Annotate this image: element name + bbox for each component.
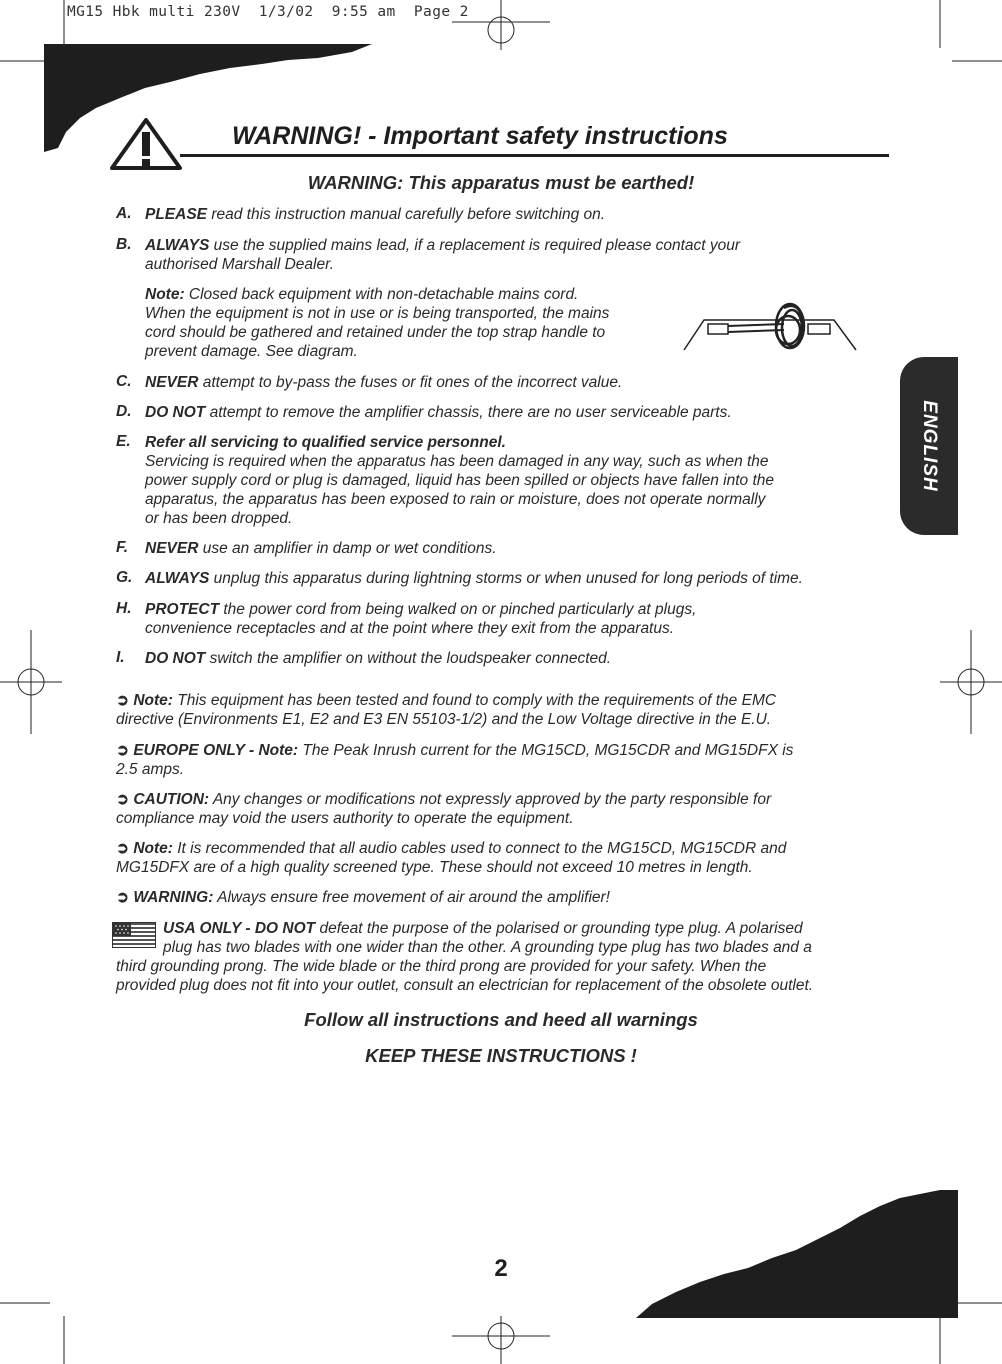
page-title: WARNING! - Important safety instructions bbox=[232, 122, 728, 150]
note bbox=[116, 888, 886, 907]
usa-text: defeat the purpose of the polarised or grounding type plug. A polarised bbox=[319, 920, 803, 937]
note-text: 2.5 amps. bbox=[116, 761, 185, 778]
item-text: attempt to remove the amplifier chassis, there are no user serviceable parts. bbox=[209, 404, 732, 421]
usa-text: third grounding prong. The wide blade or the third prong are provided for your safety. When the bbox=[116, 958, 767, 975]
note-text: compliance may void the users authority to operate the equipment. bbox=[116, 810, 574, 827]
item-key: PROTECT bbox=[145, 601, 220, 618]
page-number: 2 bbox=[494, 1255, 508, 1282]
cord-note-text: prevent damage. See diagram. bbox=[145, 343, 358, 360]
arrow-icon: ➲ bbox=[116, 889, 129, 906]
arrow-icon: ➲ bbox=[116, 791, 129, 808]
note-text: The Peak Inrush current for the MG15CD, MG15CDR and MG15DFX is bbox=[302, 742, 794, 759]
warning-triangle-icon bbox=[110, 118, 182, 170]
note-text: directive (Environments E1, E2 and E3 EN 55103-1/2) and the Low Voltage directive in the E.U. bbox=[116, 711, 772, 728]
item-letter: G. bbox=[116, 569, 133, 586]
item-text: read this instruction manual carefully before switching on. bbox=[211, 206, 606, 223]
print-slug: MG15 Hbk multi 230V 1/3/02 9:55 am Page 2 bbox=[67, 4, 469, 20]
item-letter: B. bbox=[116, 236, 132, 253]
item-letter: A. bbox=[116, 205, 132, 222]
item-text: power supply cord or plug is damaged, liquid has been spilled or objects have fallen into the bbox=[145, 472, 774, 489]
item-text: apparatus, the apparatus has been exposed to rain or moisture, does not operate normally bbox=[145, 491, 766, 508]
item-key: ALWAYS bbox=[145, 570, 210, 587]
item-text: use an amplifier in damp or wet conditions. bbox=[202, 540, 497, 557]
note-key: WARNING: bbox=[133, 889, 214, 906]
item-text: the power cord from being walked on or pinched particularly at plugs, bbox=[223, 601, 697, 618]
language-tab-label: ENGLISH bbox=[919, 400, 940, 492]
item-key: DO NOT bbox=[145, 650, 206, 667]
item-key: NEVER bbox=[145, 540, 199, 557]
note bbox=[116, 741, 886, 779]
cord-note-text: Closed back equipment with non-detachable mains cord. bbox=[188, 286, 579, 303]
item-text: use the supplied mains lead, if a replacement is required please contact your bbox=[213, 237, 741, 254]
item-key: ALWAYS bbox=[145, 237, 210, 254]
note-key: EUROPE ONLY - Note: bbox=[133, 742, 299, 759]
item-letter: I. bbox=[116, 649, 125, 666]
note bbox=[116, 839, 886, 877]
cord-diagram-illustration bbox=[680, 290, 860, 360]
item-text: Servicing is required when the apparatus has been damaged in any way, such as when the bbox=[145, 453, 769, 470]
list-item bbox=[145, 569, 885, 588]
item-key: Refer all servicing to qualified service personnel. bbox=[145, 434, 506, 451]
usa-key: USA ONLY - DO NOT bbox=[163, 920, 316, 937]
footer-instruction: Follow all instructions and heed all warnings bbox=[304, 1009, 698, 1030]
list-item bbox=[145, 649, 885, 668]
note-text: It is recommended that all audio cables used to connect to the MG15CD, MG15CDR and bbox=[177, 840, 787, 857]
cord-note-text: When the equipment is not in use or is being transported, the mains bbox=[145, 305, 610, 322]
item-key: DO NOT bbox=[145, 404, 206, 421]
arrow-icon: ➲ bbox=[116, 692, 129, 709]
usa-note bbox=[163, 919, 903, 938]
note-text: MG15DFX are of a high quality screened type. These should not exceed 10 metres in length. bbox=[116, 859, 753, 876]
item-letter: F. bbox=[116, 539, 129, 556]
list-item bbox=[145, 373, 885, 392]
list-item bbox=[145, 433, 885, 528]
item-text: authorised Marshall Dealer. bbox=[145, 256, 334, 273]
title-rule bbox=[180, 154, 889, 157]
note-text: This equipment has been tested and found to comply with the requirements of the EMC bbox=[177, 692, 777, 709]
item-key: NEVER bbox=[145, 374, 199, 391]
arrow-icon: ➲ bbox=[116, 742, 129, 759]
usa-text: provided plug does not fit into your outlet, consult an electrician for replacement of the obsolete outlet. bbox=[116, 977, 814, 994]
note-text: Any changes or modifications not expressly approved by the party responsible for bbox=[212, 791, 772, 808]
item-text: attempt to by-pass the fuses or fit ones of the incorrect value. bbox=[202, 374, 623, 391]
note-key: Note: bbox=[133, 840, 173, 857]
item-text: or has been dropped. bbox=[145, 510, 293, 527]
footer-keep: KEEP THESE INSTRUCTIONS ! bbox=[365, 1045, 637, 1066]
earthed-subtitle: WARNING: This apparatus must be earthed! bbox=[307, 172, 695, 193]
item-letter: D. bbox=[116, 403, 132, 420]
item-letter: H. bbox=[116, 600, 132, 617]
list-item bbox=[145, 236, 885, 274]
note bbox=[116, 790, 886, 828]
usa-flag-icon bbox=[112, 922, 156, 948]
arrow-icon: ➲ bbox=[116, 840, 129, 857]
cord-note-text: cord should be gathered and retained under the top strap handle to bbox=[145, 324, 606, 341]
list-item bbox=[145, 600, 885, 638]
list-item bbox=[145, 539, 885, 558]
item-text: convenience receptacles and at the point where they exit from the apparatus. bbox=[145, 620, 675, 637]
list-item bbox=[145, 205, 885, 224]
item-letter: E. bbox=[116, 433, 131, 450]
usa-text: plug has two blades with one wider than the other. A grounding type plug has two blades and a bbox=[163, 939, 812, 956]
list-item bbox=[145, 403, 885, 422]
item-letter: C. bbox=[116, 373, 132, 390]
note bbox=[116, 691, 886, 729]
cord-note-key: Note: bbox=[145, 286, 185, 303]
note-text: Always ensure free movement of air around the amplifier! bbox=[217, 889, 610, 906]
item-text: switch the amplifier on without the loudspeaker connected. bbox=[209, 650, 612, 667]
note-key: Note: bbox=[133, 692, 173, 709]
note-key: CAUTION: bbox=[133, 791, 210, 808]
item-text: unplug this apparatus during lightning storms or when unused for long periods of time. bbox=[213, 570, 803, 587]
item-key: PLEASE bbox=[145, 206, 208, 223]
